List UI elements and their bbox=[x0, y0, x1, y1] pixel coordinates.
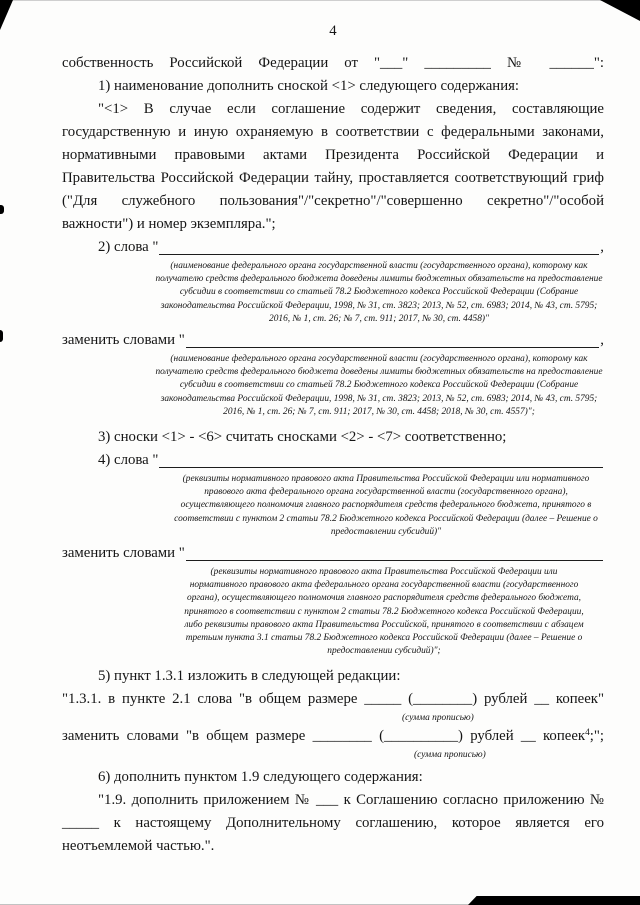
item-3-paragraph: 3) сноски <1> - <6> считать сносками <2> - <7> соответственно; bbox=[98, 429, 507, 446]
footnote-1-paragraph: "<1> В случае если соглашение содержит сведения, составляющие государственную и иную охраняемую в соответствии с федеральными законами, нормативными правовыми актами Президента Российской Федерации и Правительства Российской Федерации тайну, проставляется соответствующий гриф ("Для служебного пользования"/"секретно"/"совершенно секретно"/"особой важности") и номер экземпляра."; bbox=[62, 101, 604, 232]
blank-underline bbox=[186, 347, 599, 348]
scan-artifact-corner-top-left bbox=[0, 0, 13, 30]
item-2-prefix: 2) слова " bbox=[98, 239, 159, 255]
blank-underline bbox=[159, 254, 599, 255]
item-2-suffix: , bbox=[600, 239, 604, 255]
item-5-replace-text: заменить словами "в общем размере ________ (__________) рублей __ копеек bbox=[62, 728, 586, 745]
sum-in-words-note-2: (сумма прописью) bbox=[414, 750, 486, 761]
sum-in-words-note-1: (сумма прописью) bbox=[402, 713, 474, 724]
blank-underline bbox=[159, 467, 603, 468]
replace-1-line bbox=[62, 329, 604, 352]
scan-artifact-left-edge-2 bbox=[0, 330, 3, 342]
item-6-paragraph: 6) дополнить пунктом 1.9 следующего содержания: bbox=[98, 769, 423, 786]
scan-artifact-bottom-right-bar bbox=[468, 896, 640, 905]
item-4-footnote-note: (реквизиты нормативного правового акта Правительства Российской Федерации или нормативного правового акта федерального органа государственной власти (государственного органа), осуществляющего полномочия главного распорядителя средств федерального бюджета, принятого в соответствии с пунктом 2 статьи 78.2 Бюджетного кодекса Российской Федерации (далее – Решение о предоставлении субсидий)" bbox=[174, 474, 598, 537]
replace-2-line bbox=[62, 542, 604, 565]
scan-artifact-corner-top-right bbox=[600, 0, 640, 21]
paragraph-intro-continuation: собственность Российской Федерации от "___" _________ № ______": bbox=[62, 55, 604, 71]
item-4-line bbox=[62, 449, 604, 472]
item-4-prefix: 4) слова " bbox=[98, 452, 159, 469]
item-2-line bbox=[62, 236, 604, 259]
replace-1-suffix: , bbox=[600, 332, 604, 349]
replace-2-prefix: заменить словами " bbox=[62, 545, 185, 562]
page-number: 4 bbox=[329, 23, 337, 39]
blank-underline bbox=[186, 560, 603, 561]
replace-2-footnote-note: (реквизиты нормативного правового акта Правительства Российской Федерации или нормативного правового акта федерального органа государственной власти (государственного органа), осуществляющего полномочия главного распорядителя средств федерального бюджета, принятого в соответствии с пунктом 2 статьи 78.2 Бюджетного кодекса Российской Федерации, либо реквизиты правового акта Правительства Российской, принятого в соответствии с абзацем третьим пункта 3.1 статьи 78.2 Бюджетного кодекса Российской Федерации (далее – Решение о предоставлении субсидий)"; bbox=[184, 567, 584, 657]
item-1-paragraph: 1) наименование дополнить сноской <1> следующего содержания: bbox=[98, 78, 520, 94]
item-2-footnote-note: (наименование федерального органа государственной власти (государственного органа), которому как получателю средств федерального бюджета доведены лимиты бюджетных обязательств на предоставление субсидии в соответствии со статьей 78.2 Бюджетного кодекса Российской Федерации (Собрание законодательства Российской Федерации, 1998, № 31, ст. 3823; 2013, № 52, ст. 6983; 2014, № 43, ст. 5795; 2016, № 1, ст. 26; № 7, ст. 911; 2017, № 30, ст. 4458)" bbox=[155, 261, 603, 324]
item-6-quoted-paragraph: "1.9. дополнить приложением № ___ к Соглашению согласно приложению № _____ к настоящему Дополнительному соглашению, которое является его неотъемлемой частью.". bbox=[62, 792, 604, 855]
item-5-quoted-line: "1.3.1. в пункте 2.1 слова "в общем размере _____ (________) рублей __ копеек" bbox=[62, 691, 604, 708]
replace-1-footnote-note: (наименование федерального органа государственной власти (государственного органа), которому как получателю средств федерального бюджета доведены лимиты бюджетных обязательств на предоставление субсидии в соответствии со статьей 78.2 Бюджетного кодекса Российской Федерации (Собрание законодательства Российской Федерации, 1998, № 31, ст. 3823; 2013, № 52, ст. 6983; 2014, № 43, ст. 5795; 2016, № 1, ст. 26; № 7, ст. 911; 2017, № 30, ст. 4458; 2018, № 30, ст. 4557)"; bbox=[155, 354, 603, 417]
item-5-paragraph: 5) пункт 1.3.1 изложить в следующей редакции: bbox=[98, 668, 401, 685]
item-5-replace-line bbox=[62, 725, 604, 748]
scan-edge-top bbox=[0, 0, 640, 1]
scan-artifact-left-edge-1 bbox=[0, 205, 4, 214]
document-content bbox=[62, 20, 604, 858]
item-5-replace-tail: ;"; bbox=[589, 728, 604, 745]
replace-1-prefix: заменить словами " bbox=[62, 332, 185, 349]
footnote-ref-4: 4 bbox=[585, 728, 590, 739]
